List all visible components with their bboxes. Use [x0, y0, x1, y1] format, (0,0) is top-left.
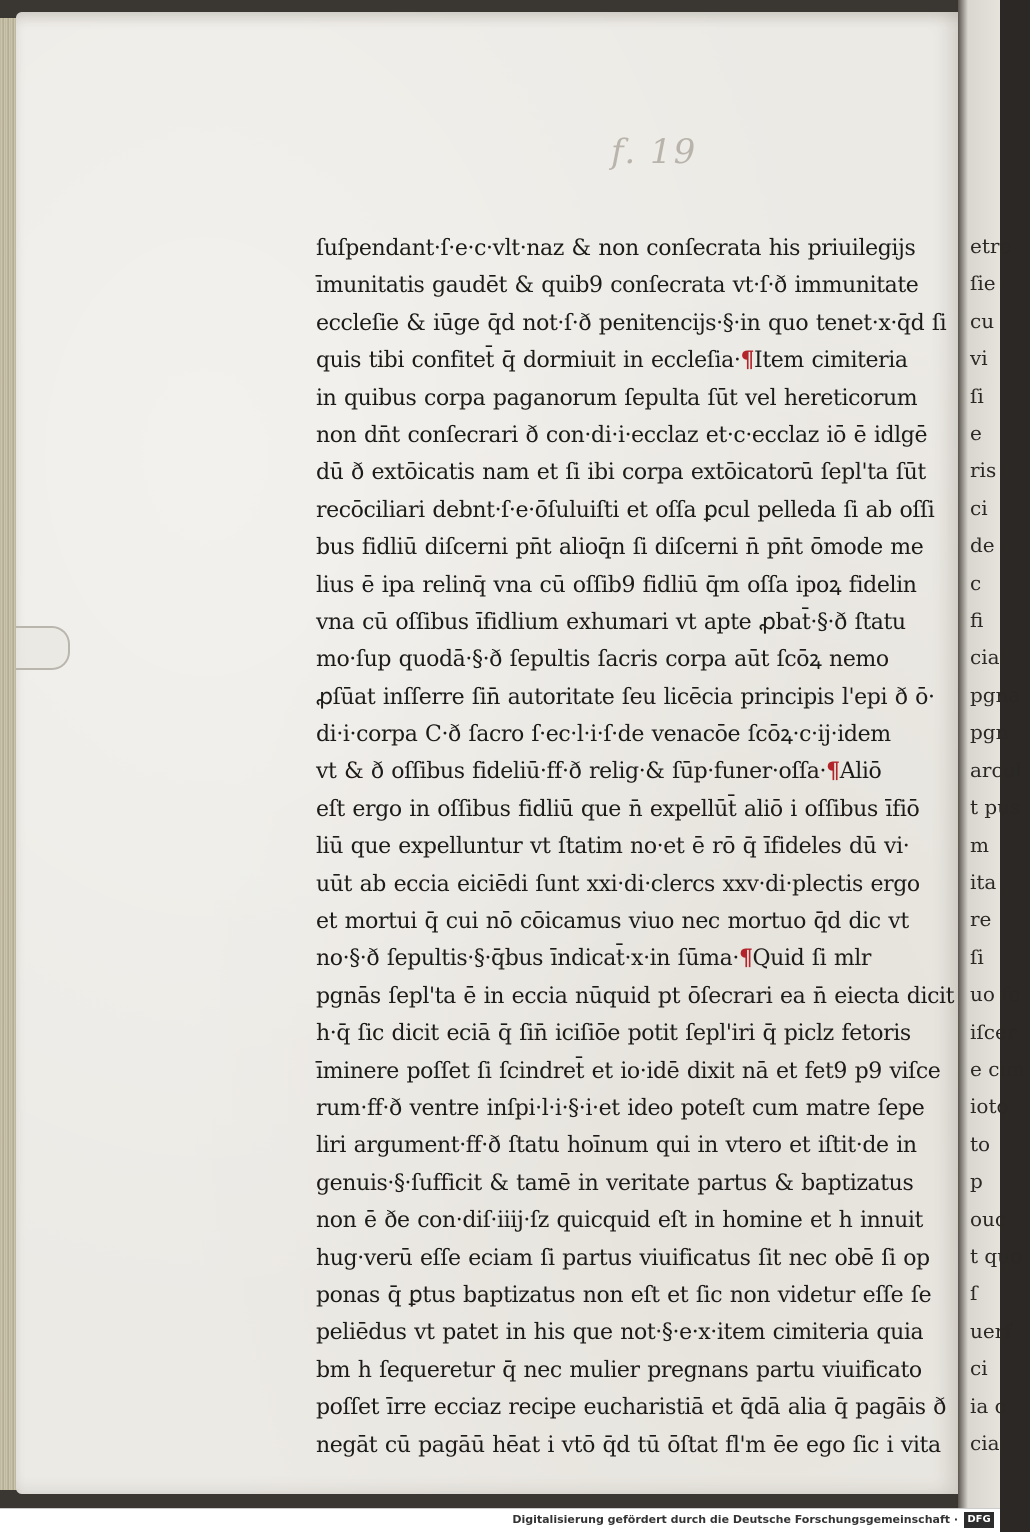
- text-line: [316, 866, 956, 903]
- text-segment: mo·ſup quodā·§·ð ſepultis ſacris corpa aūt ſcōꝝ nemo: [316, 647, 889, 673]
- text-segment: Item cimiteria: [754, 348, 908, 374]
- text-segment: rum·ff·ð ventre inſpi·l·i·§·i·et ideo poteſt cum matre ſepe: [316, 1095, 925, 1121]
- text-segment: quis tibi confitet̄ q̄ dormiuit in eccleſia·: [316, 348, 741, 374]
- facing-fragment: to: [970, 1131, 991, 1156]
- facing-fragment: ſi: [970, 383, 984, 408]
- text-line: [316, 604, 956, 641]
- text-segment: bus fidliū diſcerni pn̄t alioq̄n ſi diſcerni n̄ pn̄t ōmode me: [316, 535, 924, 561]
- facing-fragment: ſi: [970, 944, 984, 969]
- text-line: [316, 567, 956, 604]
- text-line: [316, 267, 956, 304]
- facing-fragment: uo fe: [970, 982, 1021, 1007]
- facing-fragment: etre: [970, 234, 1012, 258]
- text-segment: ꝓſūat inſſerre ſin̄ autoritate ſeu licēcia principis l'epi ð ō·: [316, 684, 935, 710]
- text-segment: genuis·§·ſufficit & tamē in veritate partus & baptizatus: [316, 1170, 914, 1196]
- text-segment: uūt ab eccia eiciēdi ſunt xxi·di·clercs xxv·di·plectis ergo: [316, 871, 920, 897]
- text-line: [316, 940, 956, 977]
- footer-bar: [0, 1508, 1000, 1532]
- text-line: [316, 1127, 956, 1164]
- text-line: [316, 1015, 956, 1052]
- text-line: [316, 1352, 956, 1389]
- text-line: [316, 791, 956, 828]
- text-line: [316, 1240, 956, 1277]
- text-segment: eſt ergo in oſſibus fidliū que n̄ expellūt̄ aliō i oſſibus īfiō: [316, 796, 920, 822]
- facing-fragment: ci: [970, 1356, 988, 1381]
- facing-fragment: ci: [970, 495, 988, 520]
- book-page: [16, 12, 964, 1494]
- facing-fragment: p: [970, 1169, 983, 1194]
- text-line: [316, 1053, 956, 1090]
- text-segment: non ē ðe con·diſ·iiij·ſz quicquid eſt in homine et h innuit: [316, 1208, 923, 1234]
- facing-page-text: [970, 228, 1030, 1462]
- text-segment: h·q̄ ſic dicit eciā q̄ ſin̄ iciſiōe potit ſepl'iri q̄ piclz fetoris: [316, 1021, 911, 1047]
- text-segment: īmunitatis gaudēt & quib9 conſecrata vt·ſ·ð immunitate: [316, 273, 919, 299]
- text-line: [316, 716, 956, 753]
- text-line: [316, 230, 956, 267]
- text-segment: et mortui q̄ cui nō cōicamus viuo nec mortuo q̄d dic vt: [316, 909, 909, 935]
- text-line: [316, 305, 956, 342]
- incunable-text-block: [316, 230, 956, 1464]
- text-segment: pgnās ſepl'ta ē in eccia nūquid pt ōſecrari ea n̄ eiecta dicit: [316, 983, 955, 1009]
- facing-fragment: e cim: [970, 1056, 1025, 1081]
- text-segment: non dn̄t conſecrari ð con·di·i·ecclaz et·c·ecclaz iō ē idlgē: [316, 422, 928, 448]
- text-segment: dū ð extōicatis nam et ſi ibi corpa extōicatorū ſepl'ta ſūt: [316, 460, 926, 486]
- text-line: [316, 753, 956, 790]
- rubric-paragraph-mark: ¶: [740, 347, 755, 374]
- text-segment: liū que expelluntur vt ſtatim no·et ē rō q̄ īfideles dū vi·: [316, 834, 910, 860]
- rubric-paragraph-mark: ¶: [738, 945, 753, 972]
- facing-fragment: e: [970, 421, 982, 446]
- facing-fragment: arcul: [970, 757, 1022, 782]
- facing-fragment: re: [970, 907, 992, 932]
- text-line: [316, 529, 956, 566]
- facing-fragment: c: [970, 570, 982, 595]
- text-segment: ponas q̄ ꝑtus baptizatus non eſt et ſic non videtur eſſe ſe: [316, 1282, 932, 1308]
- text-segment: liri argument·ff·ð ſtatu hoīnum qui in vtero et iſtit·de in: [316, 1133, 917, 1159]
- text-segment: peliēdus vt patet in his que not·§·e·x·item cimiteria quia: [316, 1320, 924, 1346]
- text-segment: in quibus corpa paganorum ſepulta ſūt vel hereticorum: [316, 385, 918, 411]
- text-segment: no·§·ð ſepultis·§·q̄bus īndicat̄·x·in ſūma·: [316, 946, 739, 972]
- facing-fragment: pgn: [970, 720, 1009, 745]
- text-line: [316, 492, 956, 529]
- rubric-paragraph-mark: ¶: [826, 758, 840, 785]
- facing-fragment: fi: [970, 608, 984, 633]
- text-line: [316, 454, 956, 491]
- facing-fragment: iſcer: [970, 1019, 1017, 1044]
- text-line: [316, 679, 956, 716]
- text-segment: Quid ſi mlr: [752, 946, 872, 972]
- facing-fragment: pgna: [970, 682, 1021, 707]
- facing-fragment: m: [970, 832, 989, 857]
- page-clip: [16, 626, 70, 670]
- text-segment: Aliō: [839, 759, 882, 785]
- dfg-logo: DFG: [964, 1512, 994, 1528]
- text-segment: īminere poſſet ſi ſcindret̄ et io·idē dixit nā et fet9 p9 viſce: [316, 1058, 941, 1084]
- text-line: [316, 828, 956, 865]
- text-line: [316, 978, 956, 1015]
- text-segment: lius ē ipa relinq̄ vna cū oſſib9 fidliū q̄m oſſa ipoꝝ fidelin: [316, 572, 917, 598]
- facing-fragment: cu: [970, 308, 995, 333]
- text-line: [316, 380, 956, 417]
- facing-fragment: uerf: [970, 1318, 1012, 1343]
- text-line: [316, 1277, 956, 1314]
- text-line: [316, 1165, 956, 1202]
- funding-credit: Digitalisierung gefördert durch die Deutsche Forschungsgemeinschaft ·: [512, 1513, 958, 1526]
- text-line: [316, 417, 956, 454]
- text-line: [316, 1389, 956, 1426]
- faded-shelfmark: f. 19: [611, 132, 698, 172]
- facing-fragment: ris: [970, 458, 997, 483]
- facing-fragment: ioto: [970, 1094, 1009, 1119]
- text-segment: hug·verū eſſe eciam ſi partus viuificatus ſit nec obē ſi op: [316, 1245, 930, 1271]
- facing-page-strip: [958, 0, 1025, 1508]
- text-line: [316, 1427, 956, 1464]
- facing-fragment: cia: [970, 645, 1000, 670]
- text-segment: recōciliari debnt·ſ·e·ōſuluiſti et oſſa ꝑcul pelleda ſi ab oſſi: [316, 497, 935, 523]
- text-segment: bm h ſequeretur q̄ nec mulier pregnans partu viuificato: [316, 1357, 922, 1383]
- text-segment: negāt cū pagāū hēat i vtō q̄d tū ōſtat fl'm ēe ego ſic i vita: [316, 1432, 941, 1458]
- facing-fragment: de: [970, 533, 995, 558]
- facing-fragment: ita: [970, 869, 997, 894]
- text-line: [316, 1202, 956, 1239]
- text-line: [316, 641, 956, 678]
- text-segment: eccleſie & iūge q̄d not·ſ·ð penitencijs·§·in quo tenet·x·q̄d ſi: [316, 310, 947, 336]
- text-segment: poſſet īrre ecciaz recipe eucharistiā et q̄dā alia q̄ pagāis ð: [316, 1395, 947, 1421]
- facing-fragment: ia c: [970, 1393, 1006, 1418]
- text-line: [316, 1314, 956, 1351]
- text-segment: di·i·corpa C·ð ſacro ſ·ec·l·i·ſ·de venacōe ſcōꝝ·c·ij·idem: [316, 722, 891, 748]
- facing-fragment: cia: [970, 1431, 1000, 1455]
- facing-fragment: ſ: [970, 1281, 978, 1306]
- text-segment: vt & ð oſſibus fideliū·ff·ð relig·& ſūp·funer·oſſa·: [316, 759, 827, 785]
- facing-fragment: vi: [970, 346, 988, 371]
- text-line: [316, 342, 956, 379]
- facing-fragment: t quo: [970, 1243, 1023, 1268]
- facing-fragment: ſie: [970, 271, 996, 296]
- text-line: [316, 903, 956, 940]
- text-segment: ſuſpendant·ſ·e·c·vlt·naz & non conſecrata his priuilegijs: [316, 236, 916, 261]
- text-line: [316, 1090, 956, 1127]
- text-segment: vna cū oſſibus īfidlium exhumari vt apte ꝓbat̄·§·ð ſtatu: [316, 609, 906, 635]
- facing-fragment: ouc: [970, 1206, 1007, 1231]
- facing-fragment: t pus: [970, 795, 1021, 820]
